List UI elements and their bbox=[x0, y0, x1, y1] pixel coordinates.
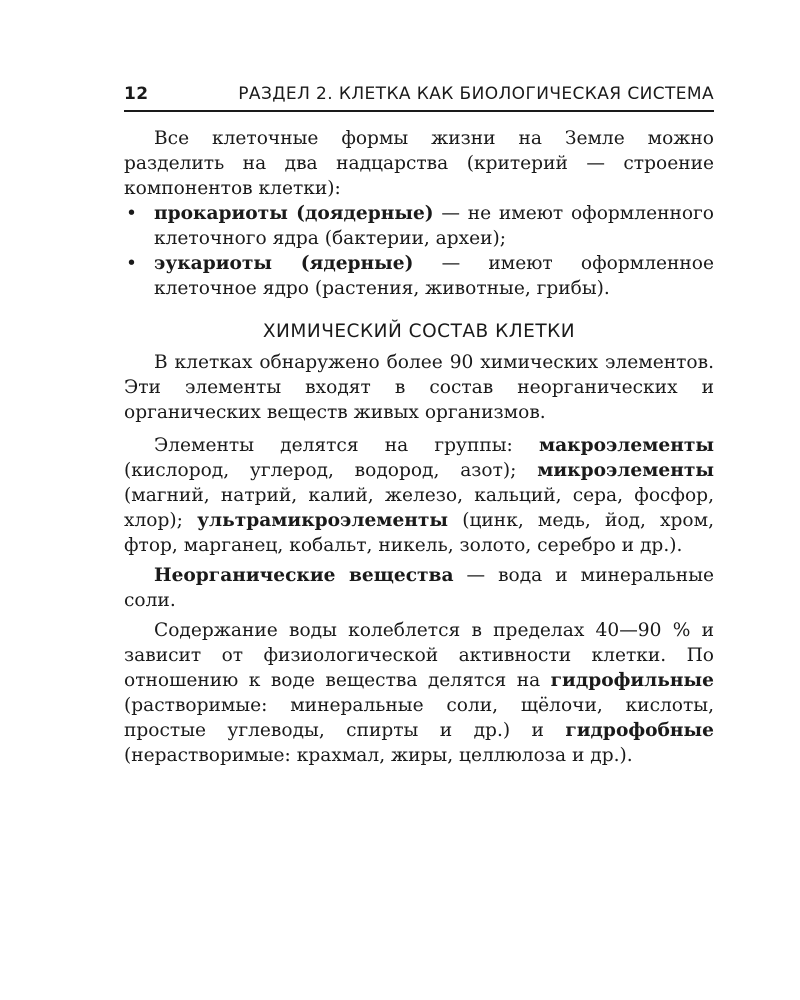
intro-paragraph: Все клеточные формы жизни на Земле можно разделить на два надцарства (критерий — строение компонентов клетки): bbox=[124, 128, 714, 199]
water-paragraph bbox=[124, 618, 714, 768]
elements-paragraph: В клетках обнаружено более 90 химических элементов. Эти элементы входят в состав неорганических и органических веществ живых организмов. bbox=[124, 352, 714, 423]
page-body bbox=[124, 126, 714, 768]
groups-lead: Элементы делятся на группы: bbox=[154, 435, 539, 456]
definition-eukaryotes: — имеют оформленное клеточное ядро (растения, животные, грибы). bbox=[154, 253, 714, 299]
element-groups-paragraph bbox=[124, 433, 714, 558]
term-eukaryotes: эукариоты (ядерные) bbox=[154, 253, 414, 274]
definition-prokaryotes: — не имеют оформленного клеточного ядра (бактерии, археи); bbox=[154, 203, 714, 249]
page-header bbox=[124, 84, 714, 110]
running-title: РАЗДЕЛ 2. КЛЕТКА КАК БИОЛОГИЧЕСКАЯ СИСТЕМА bbox=[238, 84, 714, 104]
section-heading: ХИМИЧЕСКИЙ СОСТАВ КЛЕТКИ bbox=[262, 321, 576, 342]
microelements-list: (магний, натрий, калий, железо, кальций, сера, фосфор, хлор); bbox=[124, 485, 714, 531]
domains-list bbox=[124, 201, 714, 301]
term-prokaryotes: прокариоты (доядерные) bbox=[154, 203, 434, 224]
hydrophilic-definition: (растворимые: минеральные соли, щёлочи, кислоты, простые углеводы, спирты и др.) и bbox=[124, 695, 714, 741]
term-hydrophobic: гидрофобные bbox=[565, 720, 714, 741]
spacer bbox=[124, 425, 714, 433]
list-item bbox=[124, 201, 714, 251]
macroelements-list: (кислород, углерод, водород, азот); bbox=[124, 460, 538, 481]
term-macroelements: макроэлементы bbox=[538, 435, 714, 456]
page-number: 12 bbox=[124, 84, 149, 104]
term-inorganic: Неорганические вещества bbox=[154, 565, 454, 586]
term-ultramicroelements: ультрамикроэлементы bbox=[197, 510, 449, 531]
inorganic-definition: — вода и минеральные соли. bbox=[124, 565, 714, 611]
bullet-icon: • bbox=[126, 203, 137, 224]
bullet-icon: • bbox=[126, 253, 137, 274]
inorganic-paragraph bbox=[124, 563, 714, 613]
term-microelements: микроэлементы bbox=[537, 460, 714, 481]
header-rule bbox=[124, 110, 714, 112]
water-lead: Содержание воды колеблется в пределах 40—90 % и зависит от физиологической активности клетки. По отношению к воде вещества делятся на bbox=[124, 620, 714, 691]
hydrophobic-definition: (нерастворимые: крахмал, жиры, целлюлоза и др.). bbox=[124, 745, 633, 766]
list-item bbox=[124, 251, 714, 301]
ultramicroelements-list: (цинк, медь, йод, хром, фтор, марганец, кобальт, никель, золото, серебро и др.). bbox=[124, 510, 714, 556]
term-hydrophilic: гидрофильные bbox=[550, 670, 714, 691]
